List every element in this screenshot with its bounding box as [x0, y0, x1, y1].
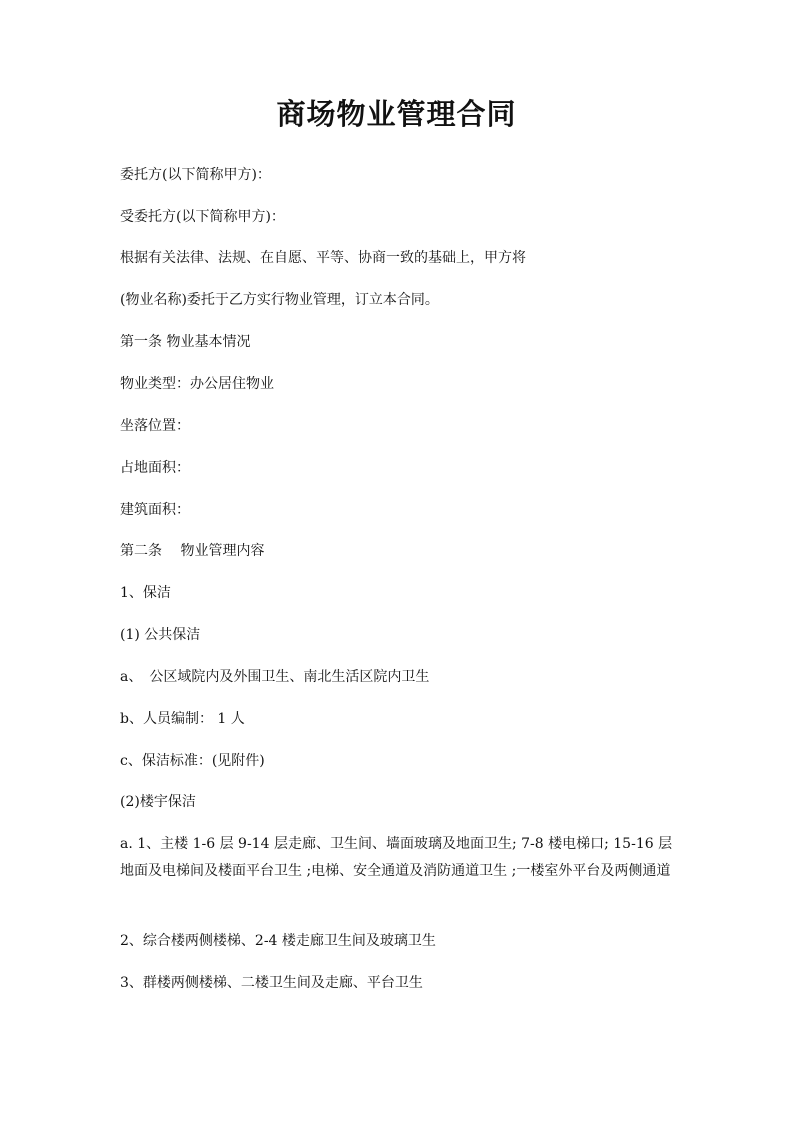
paragraph-building-area: 建筑面积：: [120, 502, 190, 518]
paragraph-land-area: 占地面积：: [120, 460, 190, 476]
list-item-complex-building: 2、综合楼两侧楼梯、2-4 楼走廊卫生间及玻璃卫生: [120, 933, 436, 949]
list-item-cleaning: 1、保洁: [120, 585, 171, 601]
paragraph-property-type: 物业类型：办公居住物业: [120, 376, 274, 392]
list-item-building-cleaning: (2)楼宇保洁: [120, 794, 196, 810]
paragraph-entrust: (物业名称)委托于乙方实行物业管理，订立本合同。: [120, 292, 439, 308]
list-item-main-building: a. 1、主楼 1-6 层 9-14 层走廊、卫生间、墙面玻璃及地面卫生; 7-8 楼电梯口; 15-16 层 地面及电梯间及楼面平台卫生 ;电梯、安全通道及消防通道卫生 ;一楼室外平台及两侧通道: [120, 836, 677, 879]
paragraph-client: 委托方(以下简称甲方)：: [120, 167, 271, 183]
paragraph-location: 坐落位置：: [120, 418, 190, 434]
section-heading-2: 第二条 物业管理内容: [120, 543, 265, 559]
list-item-c: c、保洁标准：(见附件): [120, 753, 265, 769]
paragraph-contractor: 受委托方(以下简称甲方)：: [120, 209, 285, 225]
document-title: 商场物业管理合同: [276, 97, 517, 131]
section-heading-1: 第一条 物业基本情况: [120, 334, 251, 350]
list-item-public-cleaning: (1) 公共保洁: [120, 627, 201, 643]
list-item-b: b、人员编制： 1 人: [120, 711, 245, 727]
paragraph-basis: 根据有关法律、法规、在自愿、平等、协商一致的基础上，甲方将: [120, 250, 526, 266]
list-item-a: a、 公区域院内及外围卫生、南北生活区院内卫生: [120, 669, 430, 685]
list-item-podium-building: 3、群楼两侧楼梯、二楼卫生间及走廊、平台卫生: [120, 975, 423, 991]
